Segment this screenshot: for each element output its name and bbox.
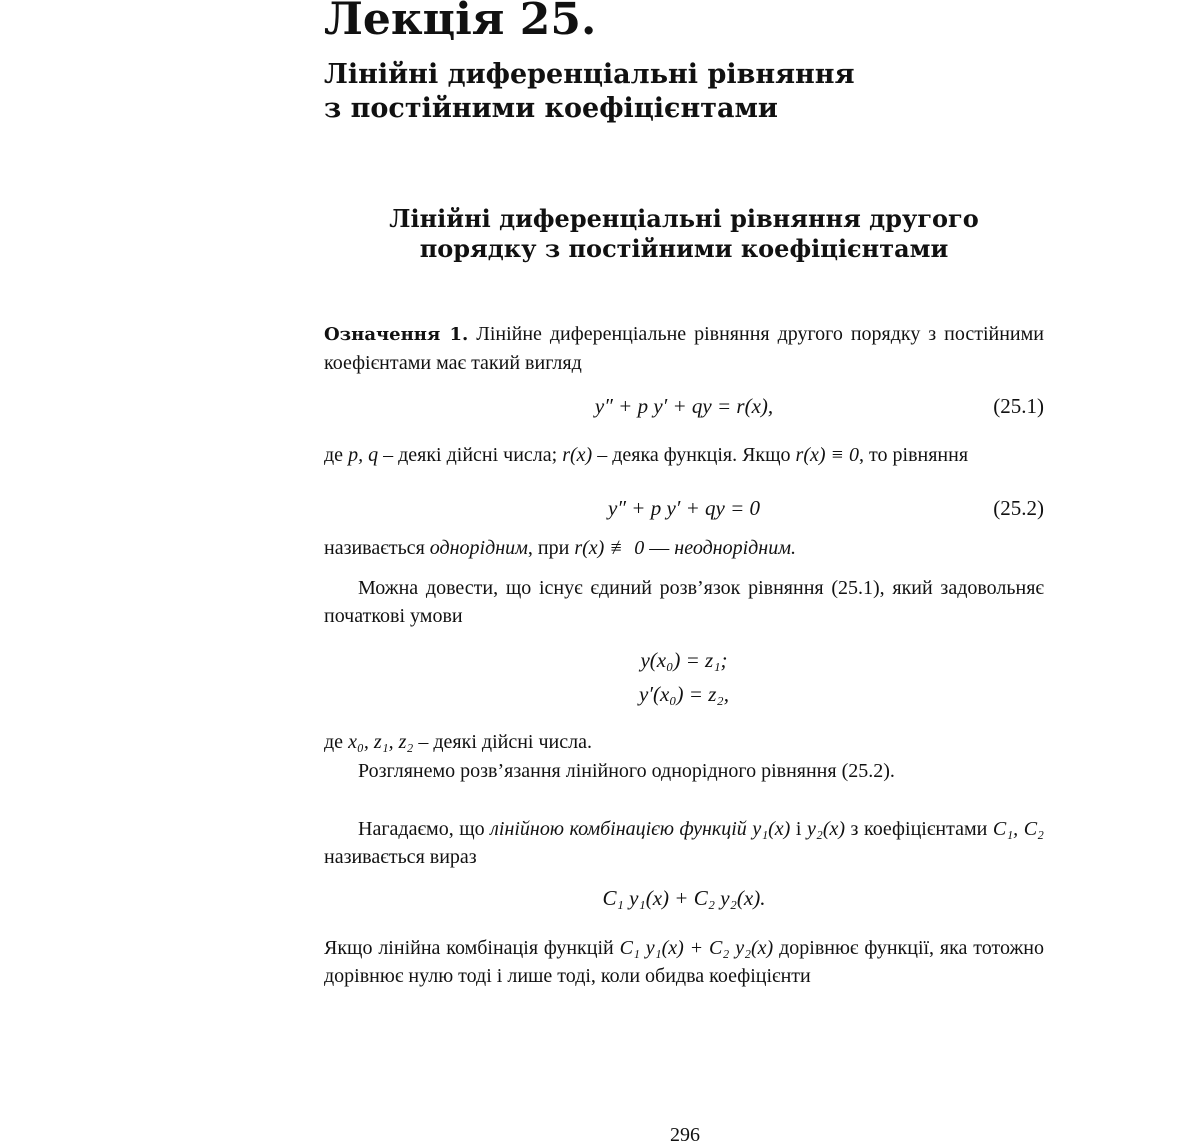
term-inhomogeneous: неоднорідним. <box>674 537 796 559</box>
definition-text: Лінійне диференціальне рівняння другого порядку з постійними коефієнтами має такий вигляд <box>324 323 1044 374</box>
lecture-title: Лекція 25. <box>324 0 597 45</box>
definition-label: Означення 1. <box>324 324 469 345</box>
initial-condition-1 <box>324 648 1044 678</box>
text-run: з коефіцієнтами <box>845 818 993 840</box>
equation-25-2 <box>324 496 1044 526</box>
text-run: і <box>790 818 807 840</box>
text-run: Якщо лінійна комбінація функцій <box>324 937 620 959</box>
combination-expression <box>324 886 1044 916</box>
equation-25-1 <box>324 394 1044 424</box>
paragraph-existence: Можна довести, що існує єдиний розв’язок рівняння (25.1), який задовольняє початкові умови <box>324 577 1044 627</box>
equation-formula: y″ + p y′ + qy = r(x), <box>594 394 774 418</box>
text-run: називається вираз <box>324 846 477 868</box>
equation-number: (25.2) <box>993 496 1044 520</box>
equation-number: (25.1) <box>993 394 1044 418</box>
text-run: , при <box>527 537 575 559</box>
paragraph-initial-values <box>324 728 1044 756</box>
math-rx-zero: r(x) ≡ 0 <box>795 444 860 466</box>
lecture-subtitle-line2: з постійними коефіцієнтами <box>324 93 778 124</box>
paragraph-homogeneous <box>324 534 1044 562</box>
equation-formula: y′(x₀) = z₂, <box>639 682 729 706</box>
term-linear-combination: лінійною комбінацією функцій y₁(x) <box>490 818 791 840</box>
text-run: – деяка функція. Якщо <box>592 444 796 466</box>
page-number: 296 <box>670 1124 700 1146</box>
lecture-subtitle-line1: Лінійні диференціальні рівняння <box>324 59 855 90</box>
section-title-line1: Лінійні диференціальні рівняння другого <box>389 204 979 233</box>
text-run: – деякі дійсні числа. <box>413 731 592 753</box>
text-run: дорівнює функції, яка тотожно дорівнює нулю тоді і лише тоді, коли обидва коефіцієнти <box>324 937 1044 987</box>
paragraph-recall <box>324 815 1044 871</box>
math-y2: y₂(x) <box>806 818 846 840</box>
math-combination: C₁ y₁(x) + C₂ y₂(x) <box>619 937 774 959</box>
text-run: де <box>324 444 349 466</box>
equation-formula: y(x₀) = z₁; <box>640 648 728 672</box>
paragraph-linear-independence <box>324 934 1044 990</box>
text-run: називається <box>324 537 430 559</box>
text-run: – деякі дійсні числа; <box>378 444 563 466</box>
lecture-subtitle <box>324 58 855 126</box>
paragraph-consider: Розглянемо розв’язання лінійного однорідного рівняння (25.2). <box>358 760 895 782</box>
text-run: — <box>644 537 675 559</box>
math-c1-c2: C₁, C₂ <box>992 818 1044 840</box>
definition-paragraph <box>324 320 1044 377</box>
math-rx: r(x) <box>562 444 593 466</box>
section-title <box>324 204 1044 264</box>
paragraph-coefficients <box>324 441 1044 469</box>
initial-condition-2 <box>324 682 1044 712</box>
equation-formula: y″ + p y′ + qy = 0 <box>607 496 761 520</box>
text-run: , то рівняння <box>859 444 969 466</box>
equation-formula: C₁ y₁(x) + C₂ y₂(x). <box>602 886 766 910</box>
text-run: Нагадаємо, що <box>358 818 491 840</box>
text-run: де <box>324 731 349 753</box>
term-homogeneous: однорідним <box>429 537 528 559</box>
math-initial-vars: x₀, z₁, z₂ <box>348 731 414 753</box>
math-pq: p, q <box>348 444 379 466</box>
section-title-line2: порядку з постійними коефіцієнтами <box>419 234 949 263</box>
math-rx-nonzero: r(x) ≢ 0 <box>574 537 645 559</box>
